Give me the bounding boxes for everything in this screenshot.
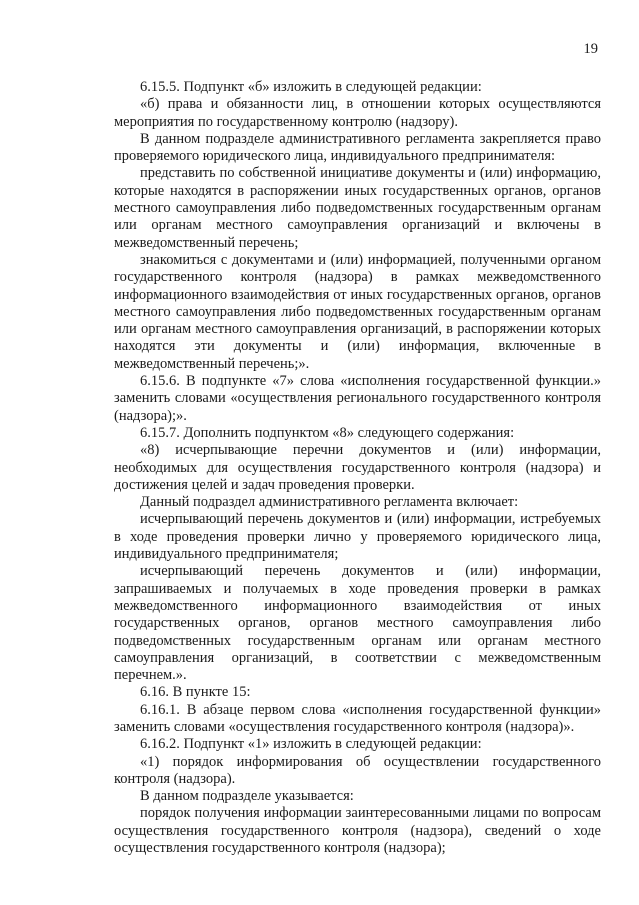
paragraph: 6.15.7. Дополнить подпунктом «8» следующего содержания: [140,424,515,441]
paragraph: В данном подразделе указывается: [140,788,354,805]
paragraph: В данном подразделе административного регламента закрепляется право проверяемого юридического лица, индивидуального предпринимателя: [114,130,601,165]
paragraph: исчерпывающий перечень документов и (или) информации, запрашиваемых и получаемых в ходе проведения проверки в рамках межведомственного информационного взаимодействия от иных государственных органов, органов местного самоуправления либо подведомственных государственным органам или органам местного самоуправления организаций, в соответствии с межведомственным перечнем.». [114,563,601,684]
paragraph: Данный подраздел административного регламента включает: [140,494,519,511]
paragraph: «8) исчерпывающие перечни документов и (или) информации, необходимых для осуществления государственного контроля (надзора) и достижения целей и задач проведения проверки. [114,442,601,493]
paragraph: 6.16. В пункте 15: [140,684,251,701]
paragraph: 6.15.6. В подпункте «7» слова «исполнения государственной функции.» заменить словами «осуществления регионального государственного контроля (надзора);». [114,373,601,424]
paragraph: знакомиться с документами и (или) информацией, полученными органом государственного контроля (надзора) в рамках межведомственного информационного взаимодействия от иных государственных органов, органов местного самоуправления либо подведомственных государственным органам или органам местного самоуправления организаций, в распоряжении которых находятся эти документы и (или) информация, включенные в межведомственный перечень;». [114,251,601,372]
paragraph: 6.16.1. В абзаце первом слова «исполнения государственной функции» заменить словами «осуществления государственного контроля (надзора)». [114,701,601,735]
paragraph: порядок получения информации заинтересованными лицами по вопросам осуществления государственного контроля (надзора), сведений о ходе осуществления государственного контроля (надзора); [114,805,601,857]
paragraph: 6.15.5. Подпункт «б» изложить в следующей редакции: [140,79,482,95]
paragraph: представить по собственной инициативе документы и (или) информацию, которые находятся в распоряжении иных государственных органов, органов местного самоуправления либо подведомственных государственным органам или органам местного самоуправления организаций и включены в межведомственный перечень; [114,165,601,251]
paragraph: «1) порядок информирования об осуществлении государственного контроля (надзора). [114,753,601,787]
paragraph: 6.16.2. Подпункт «1» изложить в следующей редакции: [140,736,482,753]
document-body [114,79,601,857]
paragraph: «б) права и обязанности лиц, в отношении которых осуществляются мероприятия по государственному контролю (надзору). [114,96,601,130]
page-number: 19 [583,41,598,57]
paragraph: исчерпывающий перечень документов и (или) информации, истребуемых в ходе проведения проверки лично у проверяемого юридического лица, индивидуального предпринимателя; [114,511,601,563]
